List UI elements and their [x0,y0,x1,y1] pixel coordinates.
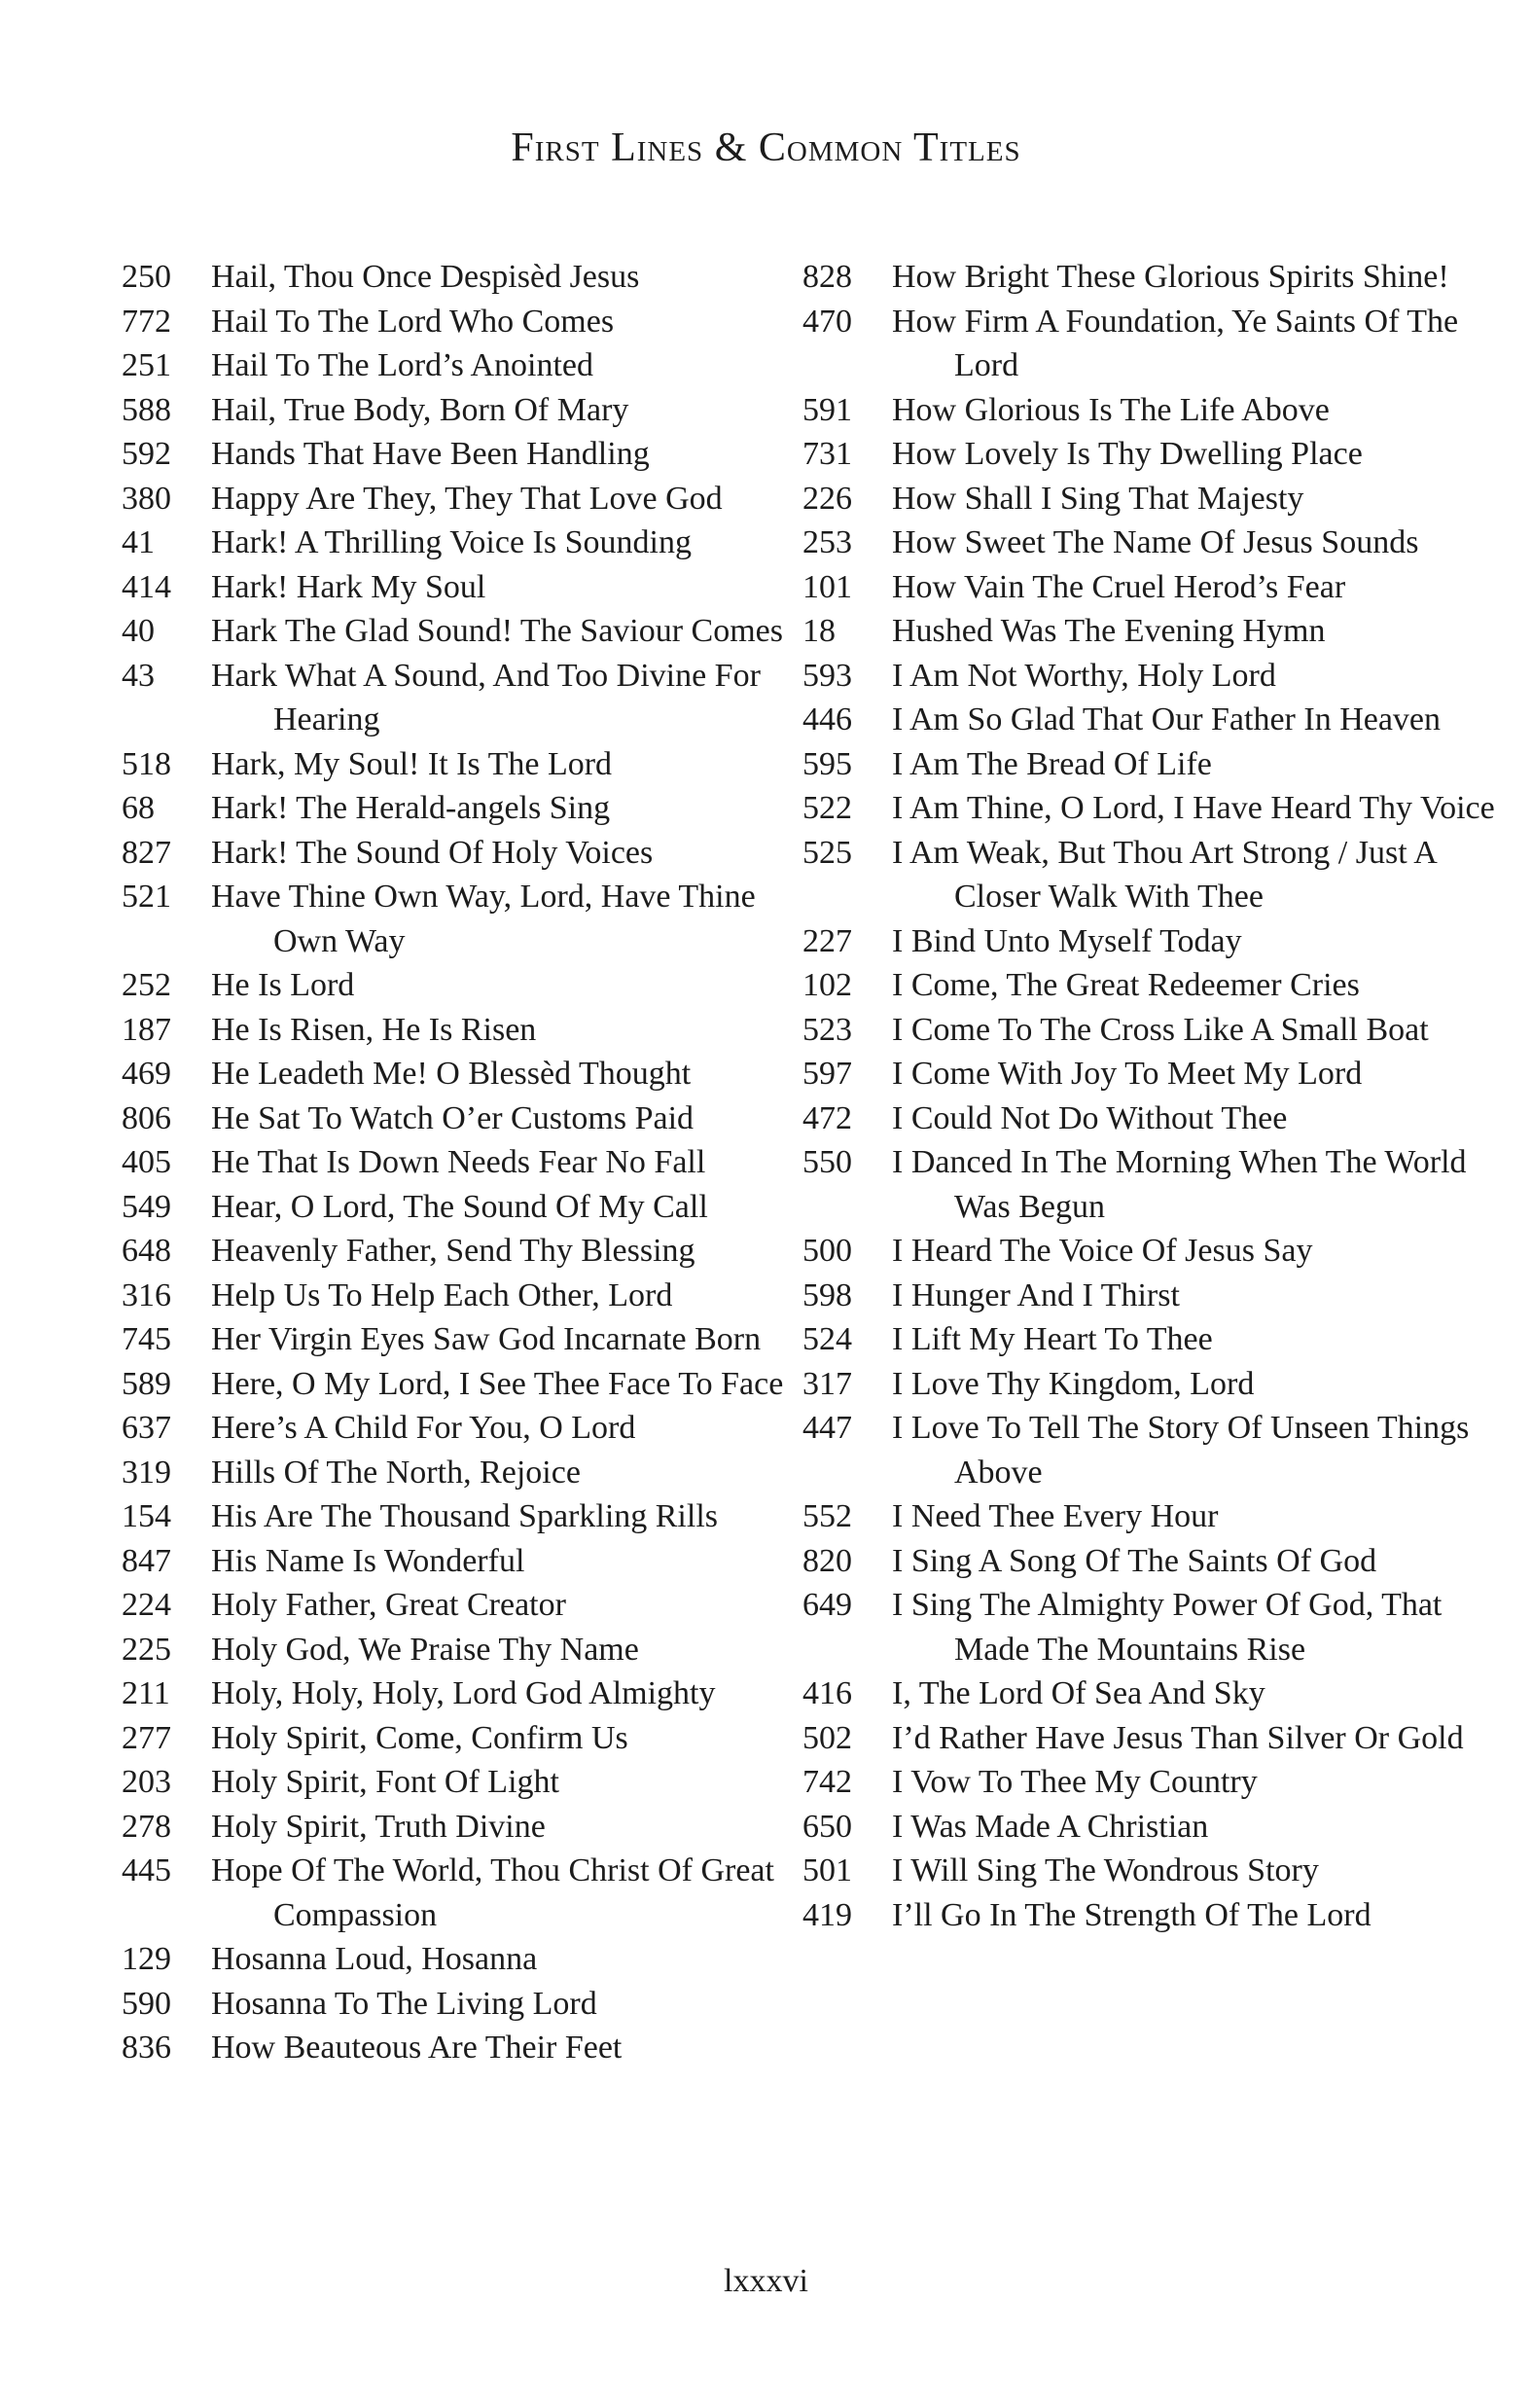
index-entry [122,477,822,521]
index-entry [122,1406,822,1451]
hymn-number: 597 [802,1056,852,1092]
hymn-first-line: I’d Rather Have Jesus Than Silver Or Gold [892,1719,1464,1756]
hymn-first-line: I Sing The Almighty Power Of God, That Made The Mountains Rise [892,1587,1443,1668]
hymn-first-line: Holy, Holy, Holy, Lord God Almighty [211,1675,716,1711]
hymn-number: 102 [802,967,852,1003]
hymn-number: 649 [802,1587,852,1623]
hymn-number: 806 [122,1099,171,1136]
index-entry [122,786,822,831]
index-entry [122,1451,822,1495]
hymn-number: 445 [122,1852,171,1888]
hymn-first-line: How Lovely Is Thy Dwelling Place [892,436,1363,472]
hymn-first-line: He Is Risen, He Is Risen [211,1011,537,1048]
hymn-number: 277 [122,1719,171,1756]
hymn-number: 316 [122,1276,171,1313]
index-entry [802,609,1503,654]
hymn-number: 637 [122,1410,171,1446]
hymn-first-line: I Vow To Thee My Country [892,1764,1258,1800]
hymn-number: 501 [802,1852,852,1888]
hymn-first-line: He Is Lord [211,967,355,1003]
hymn-number: 598 [802,1276,852,1313]
hymn-first-line: How Bright These Glorious Spirits Shine! [892,259,1449,295]
index-entry [122,1805,822,1850]
hymn-first-line: I, The Lord Of Sea And Sky [892,1675,1265,1711]
hymn-first-line: How Vain The Cruel Herod’s Fear [892,568,1346,605]
hymn-first-line: I Heard The Voice Of Jesus Say [892,1233,1313,1269]
hymn-number: 226 [802,480,852,517]
index-entry [802,1805,1503,1850]
index-entry [802,1583,1503,1671]
hymn-first-line: I Could Not Do Without Thee [892,1099,1288,1136]
index-entry [802,255,1503,300]
hymn-number: 211 [122,1675,170,1711]
hymn-first-line: I Am The Bread Of Life [892,745,1212,782]
hymn-first-line: I Am Weak, But Thou Art Strong / Just A Closer Walk With Thee [892,834,1436,915]
hymn-first-line: I Come To The Cross Like A Small Boat [892,1011,1429,1048]
hymn-number: 253 [802,524,852,560]
index-entry [122,388,822,433]
hymn-first-line: I Love Thy Kingdom, Lord [892,1365,1255,1402]
index-entry [802,1760,1503,1805]
hymn-first-line: I Am Thine, O Lord, I Have Heard Thy Voice [892,790,1495,826]
index-entry [122,963,822,1008]
index-entry [122,343,822,388]
hymn-number: 224 [122,1587,171,1623]
hymn-first-line: Holy Spirit, Font Of Light [211,1764,559,1800]
index-entry [122,1760,822,1805]
index-entry [802,565,1503,610]
hymn-first-line: I Come, The Great Redeemer Cries [892,967,1360,1003]
hymn-first-line: Hear, O Lord, The Sound Of My Call [211,1188,708,1225]
hymn-number: 731 [802,436,852,472]
hymn-number: 446 [802,701,852,737]
hymn-number: 589 [122,1365,171,1402]
index-entry [802,742,1503,787]
index-entry [122,742,822,787]
hymn-number: 521 [122,879,171,915]
hymn-number: 250 [122,259,171,295]
index-entry [802,1362,1503,1407]
hymn-number: 203 [122,1764,171,1800]
hymn-first-line: Hark! The Sound Of Holy Voices [211,834,654,871]
hymn-number: 523 [802,1011,852,1048]
index-entry [122,1317,822,1362]
index-entry [122,432,822,477]
hymn-first-line: Hope Of The World, Thou Christ Of Great Compassion [211,1852,774,1933]
hymn-number: 43 [122,657,155,694]
index-entry [802,300,1503,388]
index-entry [122,1539,822,1584]
hymn-number: 187 [122,1011,171,1048]
hymn-number: 41 [122,524,155,560]
hymn-first-line: He Sat To Watch O’er Customs Paid [211,1099,695,1136]
index-entry [802,1849,1503,1893]
hymn-number: 500 [802,1233,852,1269]
index-entry [122,654,822,742]
hymn-first-line: Happy Are They, They That Love God [211,480,723,517]
hymn-first-line: Hark! Hark My Soul [211,568,486,605]
hymn-first-line: Hosanna To The Living Lord [211,1985,597,2022]
index-entry [122,1362,822,1407]
hymn-first-line: He Leadeth Me! O Blessèd Thought [211,1056,692,1092]
index-entry [122,300,822,344]
index-entry [802,1052,1503,1096]
hymn-number: 742 [802,1764,852,1800]
hymn-first-line: Holy Spirit, Truth Divine [211,1808,546,1845]
index-entry [802,831,1503,919]
index-entry [122,1140,822,1185]
hymn-first-line: I Will Sing The Wondrous Story [892,1852,1319,1888]
index-entry [802,1317,1503,1362]
hymn-first-line: I Lift My Heart To Thee [892,1321,1213,1357]
hymn-first-line: I Was Made A Christian [892,1808,1209,1845]
index-entry [122,1008,822,1053]
hymn-first-line: Heavenly Father, Send Thy Blessing [211,1233,695,1269]
hymn-first-line: Here’s A Child For You, O Lord [211,1410,636,1446]
hymn-first-line: I Love To Tell The Story Of Unseen Things Above [892,1410,1470,1491]
hymn-first-line: I Hunger And I Thirst [892,1276,1180,1313]
hymn-number: 154 [122,1498,171,1534]
hymn-number: 416 [802,1675,852,1711]
hymn-number: 745 [122,1321,171,1357]
index-entry [802,1893,1503,1938]
hymn-first-line: Holy Father, Great Creator [211,1587,566,1623]
hymn-number: 129 [122,1941,171,1977]
index-entry [802,963,1503,1008]
index-column-left [122,255,822,2070]
index-entry [122,831,822,876]
index-entry [122,1849,822,1937]
index-entry [122,1185,822,1230]
hymn-number: 588 [122,391,171,428]
index-entry [122,1937,822,1982]
hymn-first-line: I Bind Unto Myself Today [892,922,1242,959]
hymn-number: 591 [802,391,852,428]
hymn-number: 820 [802,1542,852,1579]
index-entry [802,1229,1503,1274]
index-entry [802,388,1503,433]
hymn-first-line: Help Us To Help Each Other, Lord [211,1276,673,1313]
hymn-first-line: Hail, Thou Once Despisèd Jesus [211,259,640,295]
index-entry [122,1096,822,1141]
index-entry [122,1494,822,1539]
hymn-first-line: I Am So Glad That Our Father In Heaven [892,701,1442,737]
index-entry [122,1583,822,1628]
index-entry [802,477,1503,521]
hymn-number: 18 [802,613,836,649]
index-column-right [802,255,1503,1937]
hymn-first-line: Hail To The Lord’s Anointed [211,347,593,383]
hymn-first-line: How Beauteous Are Their Feet [211,2030,623,2066]
index-entry [802,786,1503,831]
index-entry [802,654,1503,699]
hymn-first-line: Hail, True Body, Born Of Mary [211,391,629,428]
index-entry [802,1008,1503,1053]
hymn-first-line: I’ll Go In The Strength Of The Lord [892,1896,1372,1933]
hymn-first-line: How Sweet The Name Of Jesus Sounds [892,524,1419,560]
hymn-number: 252 [122,967,171,1003]
hymn-number: 419 [802,1896,852,1933]
index-entry [122,1628,822,1672]
hymn-first-line: How Glorious Is The Life Above [892,391,1330,428]
index-entry [122,565,822,610]
index-entry [122,1671,822,1716]
hymn-first-line: Holy Spirit, Come, Confirm Us [211,1719,628,1756]
hymn-first-line: I Danced In The Morning When The World Was Begun [892,1144,1467,1225]
hymn-number: 317 [802,1365,852,1402]
hymn-number: 101 [802,568,852,605]
hymn-number: 405 [122,1144,171,1180]
index-entry [802,432,1503,477]
hymn-first-line: Hark! A Thrilling Voice Is Sounding [211,524,692,560]
index-entry [802,919,1503,964]
hymn-number: 447 [802,1410,852,1446]
hymn-number: 847 [122,1542,171,1579]
hymn-number: 827 [122,834,171,871]
index-entry [802,1494,1503,1539]
hymn-first-line: Hark The Glad Sound! The Saviour Comes [211,613,783,649]
hymn-number: 524 [802,1321,852,1357]
hymn-number: 525 [802,834,852,871]
hymn-number: 522 [802,790,852,826]
hymn-number: 595 [802,745,852,782]
hymn-number: 319 [122,1454,171,1491]
hymn-number: 470 [802,303,852,340]
index-entry [802,1671,1503,1716]
index-entry [802,1539,1503,1584]
index-entry [122,609,822,654]
page-title: First Lines & Common Titles [511,126,1021,170]
hymn-first-line: I Come With Joy To Meet My Lord [892,1056,1363,1092]
hymn-first-line: Hills Of The North, Rejoice [211,1454,581,1491]
index-entry [802,1406,1503,1494]
hymn-number: 227 [802,922,852,959]
hymn-number: 550 [802,1144,852,1180]
hymn-number: 68 [122,790,155,826]
hymn-first-line: How Firm A Foundation, Ye Saints Of The Lord [892,303,1459,383]
index-entry [122,1982,822,2027]
hymn-first-line: Hark What A Sound, And Too Divine For Hearing [211,657,761,737]
hymn-number: 472 [802,1099,852,1136]
hymn-number: 552 [802,1498,852,1534]
hymn-first-line: Hushed Was The Evening Hymn [892,613,1326,649]
hymn-number: 828 [802,259,852,295]
hymn-first-line: I Sing A Song Of The Saints Of God [892,1542,1377,1579]
index-entry [122,2026,822,2070]
hymn-number: 380 [122,480,171,517]
hymn-number: 251 [122,347,171,383]
hymn-number: 469 [122,1056,171,1092]
hymn-first-line: Hosanna Loud, Hosanna [211,1941,538,1977]
hymn-number: 650 [802,1808,852,1845]
hymn-first-line: Here, O My Lord, I See Thee Face To Face [211,1365,784,1402]
hymn-first-line: I Am Not Worthy, Holy Lord [892,657,1276,694]
hymn-first-line: Have Thine Own Way, Lord, Have Thine Own Way [211,879,756,959]
index-entry [122,1716,822,1761]
hymn-number: 278 [122,1808,171,1845]
index-entry [802,1716,1503,1761]
hymn-number: 549 [122,1188,171,1225]
index-entry [122,1229,822,1274]
index-entry [802,1096,1503,1141]
hymn-first-line: Hands That Have Been Handling [211,436,650,472]
hymn-first-line: Hark! The Herald-angels Sing [211,790,611,826]
hymn-first-line: His Are The Thousand Sparkling Rills [211,1498,719,1534]
index-entry [802,1274,1503,1318]
hymn-number: 836 [122,2030,171,2066]
hymn-first-line: I Need Thee Every Hour [892,1498,1219,1534]
hymn-number: 593 [802,657,852,694]
index-entry [122,875,822,963]
hymn-first-line: Hark, My Soul! It Is The Lord [211,745,613,782]
hymn-first-line: Hail To The Lord Who Comes [211,303,615,340]
hymn-first-line: His Name Is Wonderful [211,1542,525,1579]
hymn-number: 592 [122,436,171,472]
index-entry [802,1140,1503,1229]
hymn-number: 648 [122,1233,171,1269]
index-entry [122,521,822,565]
index-entry [802,698,1503,742]
hymn-number: 772 [122,303,171,340]
hymn-number: 590 [122,1985,171,2022]
hymn-number: 414 [122,568,171,605]
hymn-first-line: Holy God, We Praise Thy Name [211,1631,639,1668]
hymn-number: 225 [122,1631,171,1668]
hymn-number: 40 [122,613,155,649]
page-number: lxxxvi [724,2263,808,2299]
hymn-number: 518 [122,745,171,782]
index-entry [122,255,822,300]
hymn-first-line: How Shall I Sing That Majesty [892,480,1304,517]
index-entry [122,1274,822,1318]
index-entry [802,521,1503,565]
hymn-number: 502 [802,1719,852,1756]
hymn-first-line: He That Is Down Needs Fear No Fall [211,1144,706,1180]
hymn-first-line: Her Virgin Eyes Saw God Incarnate Born [211,1321,762,1357]
index-entry [122,1052,822,1096]
